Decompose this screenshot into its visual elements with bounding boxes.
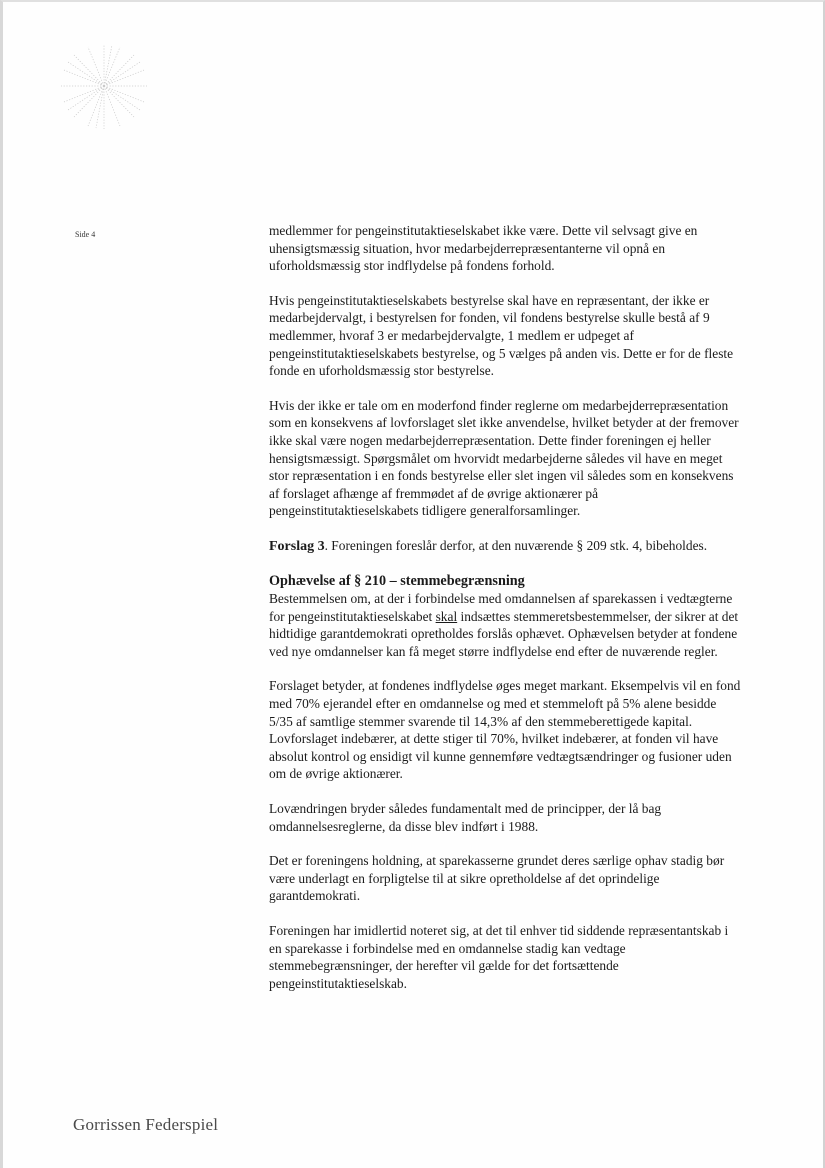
paragraph-5 [269,590,743,660]
paragraph-9: Foreningen har imidlertid noteret sig, at det til enhver tid siddende repræsentantskab i en sparekasse i forbindelse med en omdannelse stadig kan vedtage stemmebegrænsninger, der herefter vil gælde for det fortsættende pengeinstitutaktieselskab. [269,923,729,991]
footer-brand-logo: Gorrissen Federspiel [73,1115,219,1134]
paragraph-3: Hvis der ikke er tale om en moderfond finder reglerne om medarbejderrepræsentation som en konsekvens af lovforslaget slet ikke anvendelse, hvilket betyder at der fremover ikke skal være nogen medarbejderrepræsentation. Dette finder foreningen ej heller hensigtsmæssigt. Spørgsmålet om hvorvidt medarbejderne således vil have en meget stor repræsentation i en fonds bestyrelse eller slet ingen vil således som en konsekvens af forslaget afhænge af fremmødet af de øvrige aktionærer på pengeinstitutaktieselskabets tidligere generalforsamlinger. [269,397,739,519]
page-number-label: Side 4 [75,230,96,239]
paragraph-6: Forslaget betyder, at fondenes indflydelse øges meget markant. Eksempelvis vil en fond med 70% ejerandel efter en omdannelse og med et stemmeloft på 5% alene besidde 5/35 af samtlige stemmer svarende til 14,3% af den stemmeberettigede kapital. Lovforslaget indebærer, at dette stiger til 70%, hvilket indebærer, at fonden vil have absolut kontrol og ensidigt vil kunne gennemføre vedtægtsændringer og fusioner uden om de øvrige aktionærer. [269,678,741,782]
sunburst-logo-icon [58,40,150,132]
proposal-text: . Foreningen foreslår derfor, at den nuværende § 209 stk. 4, bibeholdes. [324,537,708,553]
paragraph-5-part-1: Bestemmelsen om, at der i forbindelse med omdannelsen af sparekassen i vedtægterne for pengeinstitutaktieselskabet [269,591,733,624]
underlined-word: skal [435,608,458,624]
paragraph-1: medlemmer for pengeinstitutaktieselskabet ikke være. Dette vil selvsagt give en uhensigtsmæssig situation, hvor medarbejderrepræsentanterne vil opnå en uforholdsmæssig stor indflydelse på fondens forhold. [269,223,698,274]
body-text [269,222,743,1009]
paragraph-5-part-2: indsættes stemmeretsbestemmelser, der sikrer at det hidtidige garantdemokrati opretholdes forslås ophævet. Ophævelsen betyder at fondene ved nye omdannelser kan få meget større indflydelse end efter de nuværende regler. [269,608,739,659]
paragraph-2: Hvis pengeinstitutaktieselskabets bestyrelse skal have en repræsentant, der ikke er medarbejdervalgt, i bestyrelsen for fonden, vil fondens bestyrelse skulle bestå af 9 medlemmer, hvoraf 3 er medarbejdervalgte, 1 medlem er udpeget af pengeinstitutaktieselskabets bestyrelse, og 5 vælges på anden vis. Dette er for de fleste fonde en uforholdsmæssig stor bestyrelse. [269,292,734,379]
proposal-label: Forslag 3 [269,538,325,554]
paragraph-7: Lovændringen bryder således fundamentalt med de principper, der lå bag omdannelsesreglerne, da disse blev indført i 1988. [269,801,662,834]
section-heading: Ophævelse af § 210 – stemmebegrænsning [269,572,525,589]
paragraph-8: Det er foreningens holdning, at sparekasserne grundet deres særlige ophav stadig bør være underlagt en forpligtelse til at sikre opretholdelse af det oprindelige garantdemokrati. [269,853,725,904]
paragraph-4 [269,537,743,556]
